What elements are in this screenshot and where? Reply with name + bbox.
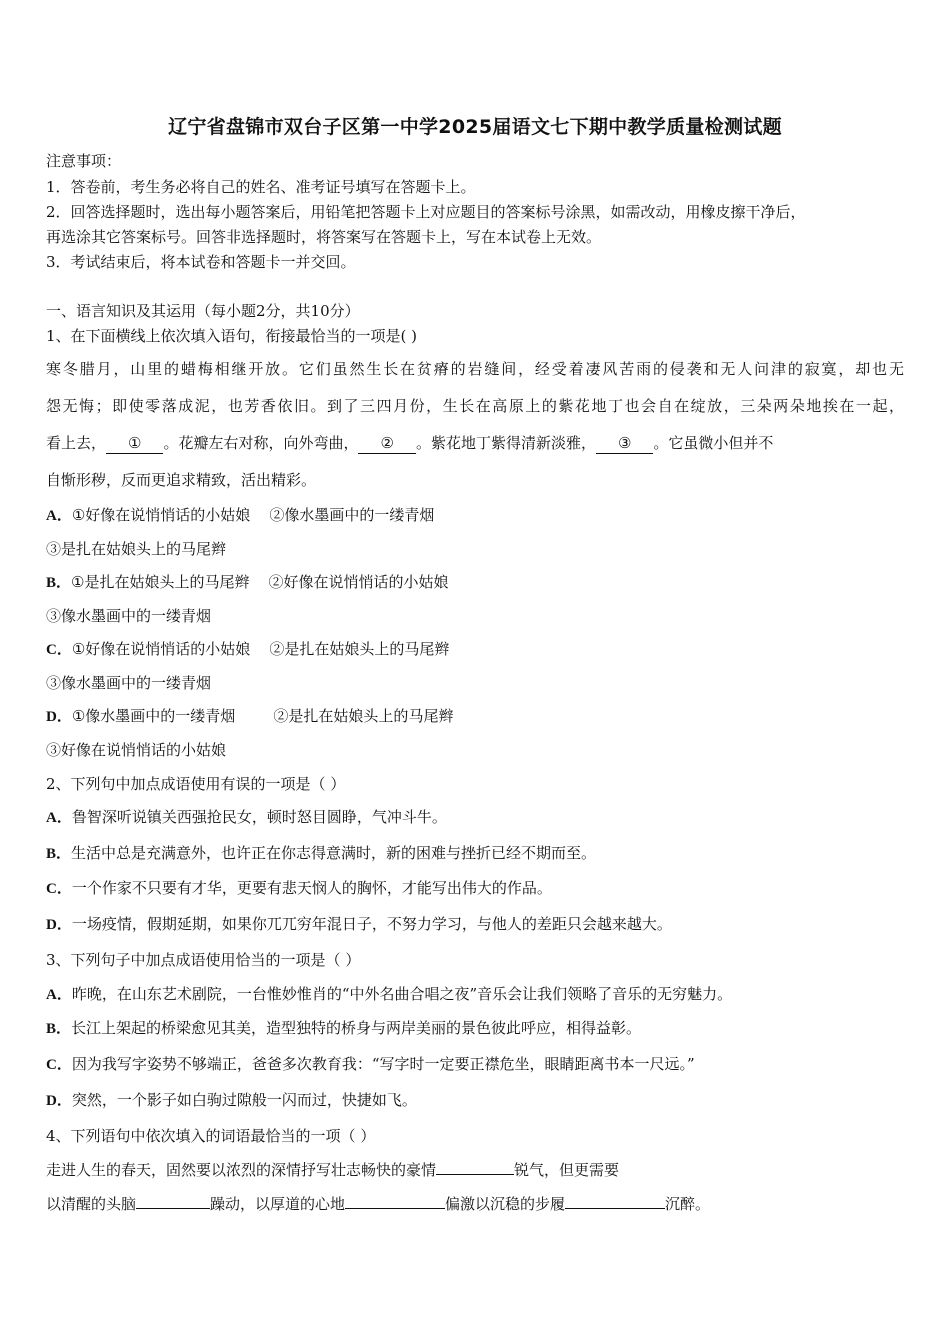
passage-line: 自惭形秽，反而更追求精致，活出精彩。 [46, 471, 317, 489]
passage-line: 怨无悔；即使零落成泥，也芳香依旧。到了三四月份，生长在高原上的紫花地丁也会自在绽放，三朵两朵地挨在一起， [46, 397, 904, 415]
page-title: 辽宁省盘锦市双台子区第一中学2025届语文七下期中教学质量检测试题 [168, 116, 782, 138]
notice-heading: 注意事项： [46, 152, 122, 170]
answer-blank [106, 433, 163, 454]
notice-item: 2．回答选择题时，选出每小题答案后，用铅笔把答题卡上对应题目的答案标号涂黑，如需改动，用橡皮擦干净后， [46, 203, 806, 221]
option-letter: D． [46, 917, 72, 933]
option-letter: A． [46, 810, 72, 826]
option-letter: C． [46, 642, 72, 658]
option-text: ①好像在说悄悄话的小姑娘 ②是扎在姑娘头上的马尾辫 [71, 640, 450, 658]
passage-text: 。花瓣左右对称，向外弯曲， [163, 434, 359, 452]
option-text: 一个作家不只要有才华，更要有悲天悯人的胸怀，才能写出伟大的作品。 [71, 879, 552, 897]
passage-text: 躁动，以厚道的心地 [210, 1195, 346, 1213]
question-stem: 3、下列句子中加点成语使用恰当的一项是（ ） [46, 951, 361, 969]
option-letter: B． [46, 575, 72, 591]
option-letter: C． [46, 881, 72, 897]
answer-blank [596, 433, 653, 454]
option-b [46, 1018, 641, 1039]
option-text: 长江上架起的桥梁愈见其美，造型独特的桥身与两岸美丽的景色彼此呼应，相得益彰。 [71, 1019, 642, 1037]
option-d [46, 914, 672, 935]
blank-number: ② [380, 434, 394, 452]
section-heading: 一、语言知识及其运用（每小题2分，共10分） [46, 302, 360, 320]
option-letter: A． [46, 508, 72, 524]
option-c [46, 1054, 695, 1075]
option-text: 突然，一个影子如白驹过隙般一闪而过，快捷如飞。 [71, 1091, 417, 1109]
option-text: ①是扎在姑娘头上的马尾辫 ②好像在说悄悄话的小姑娘 [71, 573, 449, 591]
option-c-cont: ③像水墨画中的一缕青烟 [46, 674, 212, 692]
question-stem: 1、在下面横线上依次填入语句，衔接最恰当的一项是( ) [46, 327, 418, 345]
answer-blank [436, 1158, 514, 1175]
option-letter: D． [46, 1093, 72, 1109]
passage-line [46, 1192, 710, 1214]
option-text: 鲁智深听说镇关西强抢民女，顿时怒目圆睁，气冲斗牛。 [71, 808, 447, 826]
option-text: 因为我写字姿势不够端正，爸爸多次教育我：“写字时一定要正襟危坐，眼睛距离书本一尺远。” [71, 1055, 695, 1073]
passage-text: 偏激以沉稳的步履 [445, 1195, 566, 1213]
passage-text: 以清醒的头脑 [46, 1195, 137, 1213]
option-d [46, 706, 453, 727]
option-c [46, 639, 449, 660]
passage-line: 寒冬腊月，山里的蜡梅相继开放。它们虽然生长在贫瘠的岩缝间，经受着凄风苦雨的侵袭和无人问津的寂寞，却也无 [46, 360, 904, 378]
option-letter: A． [46, 987, 72, 1003]
answer-blank [136, 1192, 210, 1209]
question-stem: 2、下列句中加点成语使用有误的一项是（ ） [46, 775, 346, 793]
passage-line [46, 433, 773, 454]
answer-blank [358, 433, 415, 454]
option-letter: B． [46, 846, 72, 862]
notice-item: 1．答卷前，考生务必将自己的姓名、准考证号填写在答题卡上。 [46, 178, 476, 196]
notice-item: 再选涂其它答案标号。回答非选择题时，将答案写在答题卡上，写在本试卷上无效。 [46, 228, 602, 246]
option-letter: B． [46, 1021, 72, 1037]
passage-text: 锐气，但更需要 [514, 1161, 620, 1179]
option-text: 一场疫情，假期延期，如果你兀兀穷年混日子，不努力学习，与他人的差距只会越来越大。 [71, 915, 672, 933]
option-b [46, 572, 449, 593]
passage-text: 。紫花地丁紫得清新淡雅， [415, 434, 596, 452]
blank-number: ③ [617, 434, 632, 452]
option-a-cont: ③是扎在姑娘头上的马尾辫 [46, 540, 227, 558]
option-letter: C． [46, 1057, 72, 1073]
passage-line [46, 1158, 619, 1180]
passage-text: 。它虽微小但并不 [653, 434, 774, 452]
answer-blank [345, 1192, 445, 1209]
option-b-cont: ③像水墨画中的一缕青烟 [46, 607, 212, 625]
option-a [46, 984, 732, 1005]
option-a [46, 505, 434, 526]
option-letter: D． [46, 709, 72, 725]
passage-text: 走进人生的春天，固然要以浓烈的深情抒写壮志畅快的豪情 [46, 1161, 437, 1179]
passage-text: 看上去， [46, 434, 107, 452]
blank-number: ① [128, 434, 142, 452]
option-c [46, 878, 552, 899]
option-d [46, 1090, 417, 1111]
option-b [46, 843, 596, 864]
question-stem: 4、下列语句中依次填入的词语最恰当的一项（ ） [46, 1127, 376, 1145]
option-text: 昨晚，在山东艺术剧院，一台惟妙惟肖的“中外名曲合唱之夜”音乐会让我们领略了音乐的无穷魅力。 [71, 985, 733, 1003]
notice-item: 3．考试结束后，将本试卷和答题卡一并交回。 [46, 253, 356, 271]
answer-blank [565, 1192, 665, 1209]
option-a [46, 807, 447, 828]
option-text: ①好像在说悄悄话的小姑娘 ②像水墨画中的一缕青烟 [71, 506, 435, 524]
passage-text: 沉醉。 [665, 1195, 711, 1213]
option-text: 生活中总是充满意外，也许正在你志得意满时，新的困难与挫折已经不期而至。 [71, 844, 597, 862]
option-text: ①像水墨画中的一缕青烟 ②是扎在姑娘头上的马尾辫 [71, 707, 454, 725]
option-d-cont: ③好像在说悄悄话的小姑娘 [46, 741, 227, 759]
